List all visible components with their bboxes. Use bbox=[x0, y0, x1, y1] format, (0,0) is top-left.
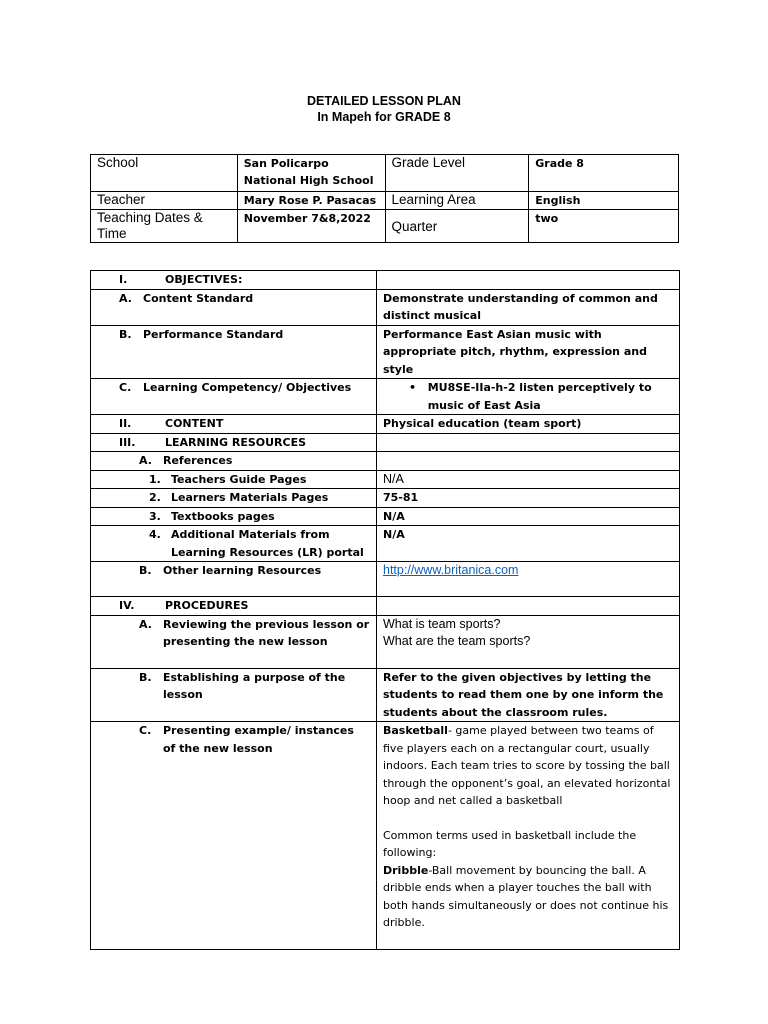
procedures-value bbox=[377, 597, 680, 616]
other-resources-link[interactable]: http://www.britanica.com bbox=[383, 563, 519, 577]
reviewing-num: A. bbox=[139, 617, 152, 631]
performance-standard-value: Performance East Asian music with appropriate pitch, rhythm, expression and style bbox=[377, 325, 680, 379]
lm-pages-label-cell bbox=[91, 489, 377, 508]
objectives-num: I. bbox=[119, 273, 128, 286]
competency-label: Learning Competency/ Objectives bbox=[143, 381, 352, 394]
info-row bbox=[91, 210, 679, 243]
basketball-definition bbox=[383, 722, 673, 810]
lm-pages-value: 75-81 bbox=[377, 489, 680, 508]
references-label: References bbox=[163, 454, 233, 467]
plan-row bbox=[91, 289, 680, 325]
competency-label-cell bbox=[91, 379, 377, 415]
plan-row bbox=[91, 415, 680, 434]
purpose-num: B. bbox=[139, 670, 152, 684]
title-line-2: In Mapeh for GRADE 8 bbox=[317, 110, 451, 124]
content-standard-label-cell bbox=[91, 289, 377, 325]
teacher-value: Mary Rose P. Pasacas bbox=[237, 192, 385, 210]
additional-num: 4. bbox=[149, 528, 161, 541]
competency-value-cell bbox=[377, 379, 680, 415]
performance-standard-label-cell bbox=[91, 325, 377, 379]
reviewing-question-2: What are the team sports? bbox=[383, 634, 531, 648]
plan-row bbox=[91, 615, 680, 668]
purpose-value: Refer to the given objectives by letting the students to read them one by one inform the students about the classroom rules. bbox=[377, 668, 680, 722]
objectives-label: OBJECTIVES: bbox=[165, 273, 243, 286]
plan-row bbox=[91, 526, 680, 562]
plan-row bbox=[91, 562, 680, 597]
lesson-plan-table bbox=[90, 270, 680, 950]
plan-row bbox=[91, 597, 680, 616]
reviewing-value-cell bbox=[377, 615, 680, 668]
resources-num: III. bbox=[119, 435, 136, 449]
additional-label: Additional Materials from Learning Resources (LR) portal bbox=[171, 528, 364, 559]
tg-pages-label-cell bbox=[91, 470, 377, 489]
lesson-info-table bbox=[90, 154, 679, 243]
plan-row bbox=[91, 452, 680, 471]
content-heading bbox=[91, 415, 377, 434]
tg-pages-value: N/A bbox=[383, 471, 404, 486]
tg-pages-label: Teachers Guide Pages bbox=[171, 472, 307, 486]
procedures-heading bbox=[91, 597, 377, 616]
resources-heading bbox=[91, 433, 377, 452]
plan-row bbox=[91, 470, 680, 489]
content-standard-value: Demonstrate understanding of common and distinct musical bbox=[377, 289, 680, 325]
info-row bbox=[91, 192, 679, 210]
lm-pages-label: Learners Materials Pages bbox=[171, 491, 329, 504]
basketball-text: - game played between two teams of five players each on a rectangular court, usually indoors. Each team tries to score by tossing the ball through the opponent’s goal, an elevated horizontal hoop and net called a basketball bbox=[383, 724, 671, 807]
other-resources-label-cell bbox=[91, 562, 377, 597]
plan-row bbox=[91, 325, 680, 379]
tg-pages-num: 1. bbox=[149, 472, 161, 486]
tb-pages-num: 3. bbox=[149, 509, 161, 523]
presenting-value-cell bbox=[377, 722, 680, 950]
objectives-value bbox=[377, 271, 680, 290]
procedures-label: PROCEDURES bbox=[165, 599, 249, 612]
procedures-num: IV. bbox=[119, 599, 135, 612]
content-standard-num: A. bbox=[119, 291, 132, 305]
references-num: A. bbox=[139, 454, 152, 467]
additional-value: N/A bbox=[377, 526, 680, 562]
reviewing-label-cell bbox=[91, 615, 377, 668]
competency-value: MU8SE-IIa-h-2 listen perceptively to music of East Asia bbox=[427, 381, 652, 412]
dribble-term: Dribble bbox=[383, 863, 429, 877]
teacher-label: Teacher bbox=[91, 192, 238, 210]
plan-row bbox=[91, 379, 680, 415]
tb-pages-label-cell bbox=[91, 507, 377, 526]
purpose-label: Establishing a purpose of the lesson bbox=[163, 670, 346, 701]
dribble-definition bbox=[383, 862, 673, 932]
teaching-dates-value: November 7&8,2022 bbox=[237, 210, 385, 243]
bullet-icon: • bbox=[409, 381, 417, 394]
info-row bbox=[91, 155, 679, 192]
reviewing-label: Reviewing the previous lesson or presenting the new lesson bbox=[163, 617, 370, 648]
lm-pages-num: 2. bbox=[149, 491, 161, 504]
plan-row bbox=[91, 507, 680, 526]
competency-num: C. bbox=[119, 381, 132, 394]
tb-pages-value: N/A bbox=[377, 507, 680, 526]
content-num: II. bbox=[119, 417, 132, 430]
presenting-label-cell bbox=[91, 722, 377, 950]
basketball-term: Basketball bbox=[383, 724, 448, 737]
quarter-label: Quarter bbox=[385, 210, 529, 243]
other-resources-label: Other learning Resources bbox=[163, 564, 322, 577]
teaching-dates-label: Teaching Dates & Time bbox=[91, 210, 238, 243]
performance-standard-num: B. bbox=[119, 327, 132, 341]
learning-area-value: English bbox=[529, 192, 679, 210]
presenting-num: C. bbox=[139, 724, 152, 737]
other-resources-num: B. bbox=[139, 564, 152, 577]
plan-row bbox=[91, 668, 680, 722]
title-line-1: DETAILED LESSON PLAN bbox=[307, 94, 461, 108]
content-standard-label: Content Standard bbox=[143, 291, 254, 305]
resources-label: LEARNING RESOURCES bbox=[165, 435, 307, 449]
school-value: San Policarpo National High School bbox=[237, 155, 385, 192]
school-label: School bbox=[91, 155, 238, 192]
objectives-heading bbox=[91, 271, 377, 290]
plan-row bbox=[91, 271, 680, 290]
plan-row bbox=[91, 433, 680, 452]
plan-row bbox=[91, 489, 680, 508]
additional-label-cell bbox=[91, 526, 377, 562]
common-terms-intro: Common terms used in basketball include the following: bbox=[383, 828, 637, 859]
tb-pages-label: Textbooks pages bbox=[171, 509, 275, 523]
document-title bbox=[0, 93, 768, 125]
references-label-cell bbox=[91, 452, 377, 471]
dribble-text: -Ball movement by bouncing the ball. A dribble ends when a player touches the ball with both hands simultaneously or does not continue his dribble. bbox=[383, 863, 669, 929]
reviewing-question-1: What is team sports? bbox=[383, 616, 501, 631]
presenting-label: Presenting example/ instances of the new lesson bbox=[163, 724, 354, 755]
resources-value bbox=[377, 433, 680, 452]
content-label: CONTENT bbox=[165, 417, 224, 430]
grade-level-value: Grade 8 bbox=[529, 155, 679, 192]
plan-row bbox=[91, 722, 680, 950]
quarter-value: two bbox=[529, 210, 679, 243]
references-value bbox=[377, 452, 680, 471]
purpose-label-cell bbox=[91, 668, 377, 722]
grade-level-label: Grade Level bbox=[385, 155, 529, 192]
content-value: Physical education (team sport) bbox=[377, 415, 680, 434]
performance-standard-label: Performance Standard bbox=[143, 327, 284, 341]
learning-area-label: Learning Area bbox=[385, 192, 529, 210]
